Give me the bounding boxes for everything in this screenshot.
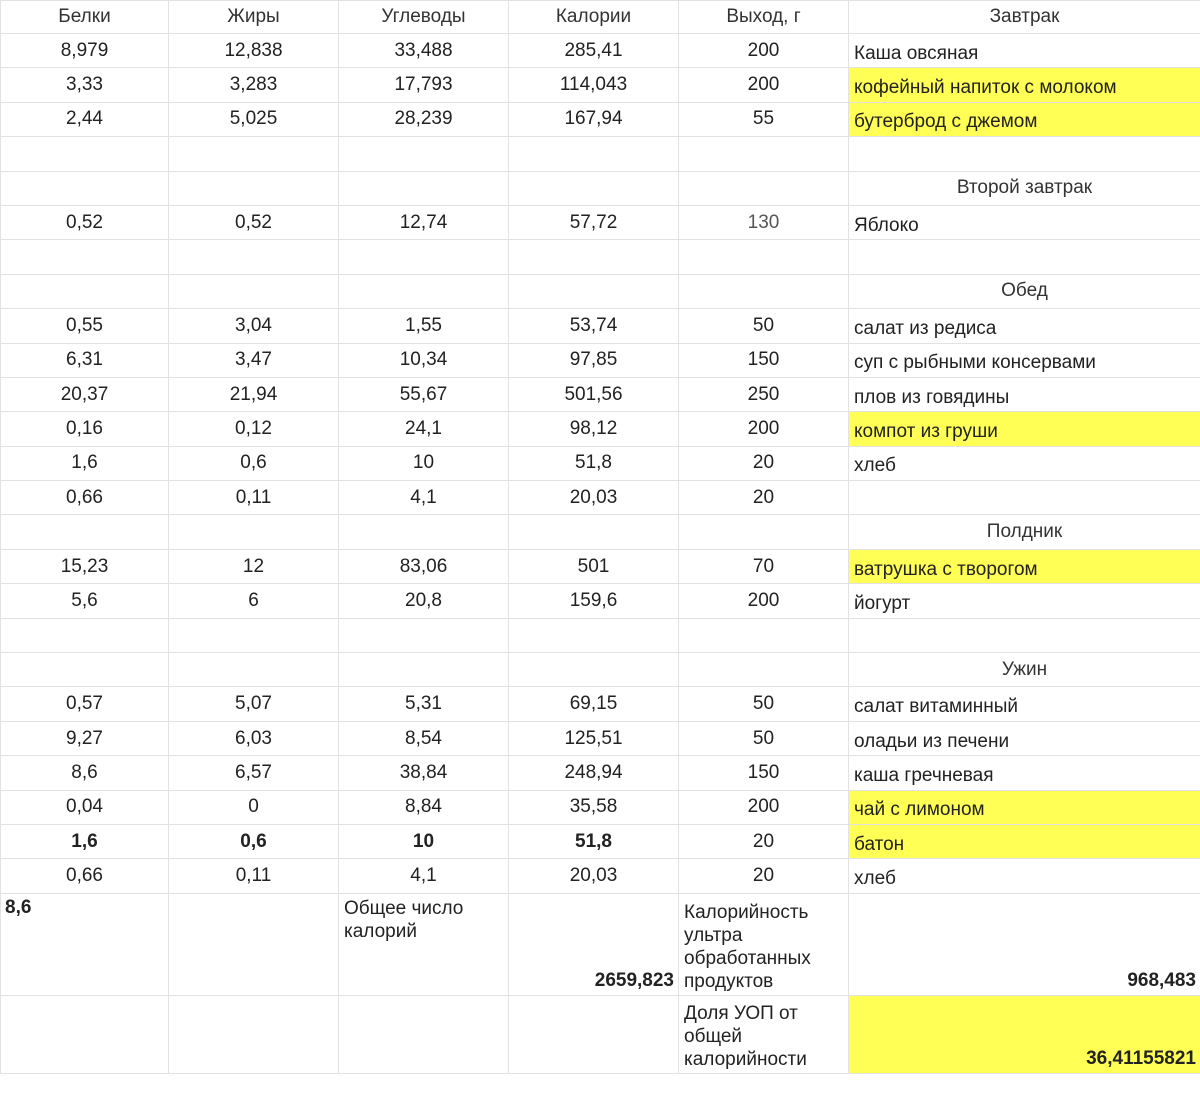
table-row [1, 687, 1200, 721]
cell-calories[interactable]: 125,51 [509, 721, 679, 755]
cell-carbs[interactable]: 55,67 [339, 377, 509, 411]
empty-cell[interactable] [339, 171, 509, 205]
cell-dish[interactable]: Каша овсяная [849, 34, 1200, 68]
empty-cell[interactable] [679, 515, 849, 549]
table-row [1, 102, 1200, 136]
empty-cell[interactable] [339, 240, 509, 274]
header-fat[interactable]: Жиры [169, 1, 339, 34]
empty-cell[interactable] [509, 274, 679, 308]
cell-dish-highlighted[interactable]: чай с лимоном [849, 790, 1200, 824]
cell-carbs[interactable]: 10 [339, 824, 509, 858]
cell-yield[interactable]: 50 [679, 309, 849, 343]
cell-protein[interactable]: 8,6 [1, 756, 169, 790]
cell-fat[interactable]: 0,52 [169, 205, 339, 239]
cell-fat[interactable]: 3,04 [169, 309, 339, 343]
header-protein[interactable]: Белки [1, 1, 169, 34]
section-title-snack[interactable]: Полдник [849, 515, 1200, 549]
cell-yield[interactable]: 200 [679, 790, 849, 824]
cell-dish-highlighted[interactable]: ватрушка с творогом [849, 549, 1200, 583]
cell-dish[interactable]: оладьи из печени [849, 721, 1200, 755]
empty-cell[interactable] [509, 653, 679, 687]
cell-yield[interactable]: 200 [679, 584, 849, 618]
empty-cell[interactable] [679, 618, 849, 652]
empty-cell[interactable] [169, 171, 339, 205]
cell-carbs[interactable]: 28,239 [339, 102, 509, 136]
empty-cell[interactable] [169, 515, 339, 549]
cell-calories[interactable]: 69,15 [509, 687, 679, 721]
table-row [1, 343, 1200, 377]
cell-fat[interactable]: 0,11 [169, 859, 339, 893]
cell-calories[interactable]: 20,03 [509, 481, 679, 515]
uop-calories-label[interactable]: Калорийность ультра обработанных продуктов [679, 893, 849, 995]
cell-fat[interactable]: 6,57 [169, 756, 339, 790]
cell-protein[interactable]: 3,33 [1, 68, 169, 102]
empty-cell[interactable] [169, 618, 339, 652]
cell-calories[interactable]: 248,94 [509, 756, 679, 790]
cell-yield[interactable]: 200 [679, 34, 849, 68]
empty-cell[interactable] [679, 274, 849, 308]
empty-cell[interactable] [339, 618, 509, 652]
cell-carbs[interactable]: 33,488 [339, 34, 509, 68]
cell-yield[interactable]: 250 [679, 377, 849, 411]
empty-cell[interactable] [509, 618, 679, 652]
empty-cell[interactable] [679, 240, 849, 274]
empty-cell[interactable] [509, 171, 679, 205]
empty-cell[interactable] [169, 893, 339, 995]
empty-row [1, 618, 1200, 652]
cell-yield[interactable]: 55 [679, 102, 849, 136]
empty-cell[interactable] [849, 618, 1200, 652]
cell-protein[interactable]: 15,23 [1, 549, 169, 583]
cell-carbs[interactable]: 24,1 [339, 412, 509, 446]
cell-calories[interactable]: 57,72 [509, 205, 679, 239]
table-row [1, 721, 1200, 755]
header-breakfast[interactable]: Завтрак [849, 1, 1200, 34]
empty-cell[interactable] [509, 995, 679, 1073]
cell-calories[interactable]: 501,56 [509, 377, 679, 411]
cell-fat[interactable]: 5,025 [169, 102, 339, 136]
cell-fat[interactable]: 0 [169, 790, 339, 824]
cell-protein[interactable]: 2,44 [1, 102, 169, 136]
cell-carbs[interactable]: 8,54 [339, 721, 509, 755]
cell-calories[interactable]: 285,41 [509, 34, 679, 68]
cell-protein[interactable]: 0,66 [1, 859, 169, 893]
table-row [1, 446, 1200, 480]
cell-dish-highlighted[interactable]: кофейный напиток с молоком [849, 68, 1200, 102]
corner-value-cell[interactable]: 8,6 [1, 893, 169, 995]
cell-dish[interactable]: хлеб [849, 859, 1200, 893]
cell-dish[interactable]: салат из редиса [849, 309, 1200, 343]
cell-dish-highlighted[interactable]: бутерброд с джемом [849, 102, 1200, 136]
empty-cell[interactable] [509, 137, 679, 171]
cell-carbs[interactable]: 20,8 [339, 584, 509, 618]
cell-carbs[interactable]: 4,1 [339, 859, 509, 893]
table-row [1, 756, 1200, 790]
table-row [1, 68, 1200, 102]
cell-protein[interactable]: 8,979 [1, 34, 169, 68]
section-row [1, 274, 1200, 308]
table-row [1, 549, 1200, 583]
empty-cell[interactable] [679, 171, 849, 205]
cell-protein[interactable]: 5,6 [1, 584, 169, 618]
empty-cell[interactable] [509, 240, 679, 274]
cell-carbs[interactable]: 5,31 [339, 687, 509, 721]
empty-cell[interactable] [849, 240, 1200, 274]
cell-carbs[interactable]: 4,1 [339, 481, 509, 515]
empty-cell[interactable] [169, 274, 339, 308]
cell-calories[interactable]: 98,12 [509, 412, 679, 446]
section-row [1, 515, 1200, 549]
empty-cell[interactable] [1, 171, 169, 205]
table-row [1, 824, 1200, 858]
cell-fat[interactable]: 6,03 [169, 721, 339, 755]
cell-fat[interactable]: 0,6 [169, 824, 339, 858]
cell-dish[interactable]: салат витаминный [849, 687, 1200, 721]
section-title-second-breakfast[interactable]: Второй завтрак [849, 171, 1200, 205]
cell-dish[interactable]: Яблоко [849, 205, 1200, 239]
cell-protein[interactable]: 1,6 [1, 824, 169, 858]
uop-share-value[interactable]: 36,41155821 [849, 995, 1200, 1073]
cell-calories[interactable]: 35,58 [509, 790, 679, 824]
cell-fat[interactable]: 12,838 [169, 34, 339, 68]
cell-fat[interactable]: 3,283 [169, 68, 339, 102]
cell-yield[interactable]: 150 [679, 756, 849, 790]
cell-fat[interactable]: 0,6 [169, 446, 339, 480]
cell-yield[interactable]: 130 [679, 205, 849, 239]
table-row [1, 412, 1200, 446]
cell-protein[interactable]: 0,04 [1, 790, 169, 824]
empty-cell[interactable] [339, 995, 509, 1073]
cell-carbs[interactable]: 8,84 [339, 790, 509, 824]
summary-row-total [1, 893, 1200, 995]
empty-cell[interactable] [509, 515, 679, 549]
header-carbs[interactable]: Углеводы [339, 1, 509, 34]
cell-carbs[interactable]: 10,34 [339, 343, 509, 377]
empty-cell[interactable] [339, 274, 509, 308]
uop-share-label[interactable]: Доля УОП от общей калорийности [679, 995, 849, 1073]
empty-cell[interactable] [679, 137, 849, 171]
cell-calories[interactable]: 97,85 [509, 343, 679, 377]
cell-protein[interactable]: 0,66 [1, 481, 169, 515]
cell-fat[interactable]: 21,94 [169, 377, 339, 411]
cell-yield[interactable]: 150 [679, 343, 849, 377]
cell-dish[interactable]: хлеб [849, 446, 1200, 480]
cell-protein[interactable]: 6,31 [1, 343, 169, 377]
empty-cell[interactable] [169, 240, 339, 274]
cell-dish[interactable]: каша гречневая [849, 756, 1200, 790]
total-calories-value[interactable]: 2659,823 [509, 893, 679, 995]
cell-yield[interactable]: 20 [679, 446, 849, 480]
cell-calories[interactable]: 159,6 [509, 584, 679, 618]
table-row [1, 481, 1200, 515]
cell-protein[interactable]: 20,37 [1, 377, 169, 411]
cell-fat[interactable]: 0,12 [169, 412, 339, 446]
cell-protein[interactable]: 0,55 [1, 309, 169, 343]
cell-yield[interactable]: 200 [679, 412, 849, 446]
empty-cell[interactable] [1, 274, 169, 308]
empty-cell[interactable] [169, 653, 339, 687]
cell-fat[interactable]: 3,47 [169, 343, 339, 377]
cell-carbs[interactable]: 17,793 [339, 68, 509, 102]
cell-calories[interactable]: 51,8 [509, 446, 679, 480]
cell-dish-highlighted[interactable]: батон [849, 824, 1200, 858]
empty-cell[interactable] [1, 515, 169, 549]
cell-fat[interactable]: 12 [169, 549, 339, 583]
section-title-lunch[interactable]: Обед [849, 274, 1200, 308]
uop-calories-value[interactable]: 968,483 [849, 893, 1200, 995]
cell-calories[interactable]: 167,94 [509, 102, 679, 136]
table-row [1, 205, 1200, 239]
table-row [1, 584, 1200, 618]
empty-cell[interactable] [679, 653, 849, 687]
header-row [1, 1, 1200, 34]
empty-cell[interactable] [339, 653, 509, 687]
cell-fat[interactable]: 0,11 [169, 481, 339, 515]
total-calories-label[interactable]: Общее число калорий [339, 893, 509, 995]
empty-cell[interactable] [1, 653, 169, 687]
cell-protein[interactable]: 0,16 [1, 412, 169, 446]
cell-dish[interactable]: йогурт [849, 584, 1200, 618]
table-row [1, 377, 1200, 411]
cell-yield[interactable]: 50 [679, 721, 849, 755]
cell-yield[interactable]: 50 [679, 687, 849, 721]
cell-dish[interactable] [849, 481, 1200, 515]
cell-fat[interactable]: 6 [169, 584, 339, 618]
summary-row-share [1, 995, 1200, 1073]
empty-cell[interactable] [1, 995, 169, 1073]
cell-yield[interactable]: 20 [679, 859, 849, 893]
empty-cell[interactable] [339, 515, 509, 549]
cell-carbs[interactable]: 83,06 [339, 549, 509, 583]
cell-calories[interactable]: 20,03 [509, 859, 679, 893]
cell-calories[interactable]: 501 [509, 549, 679, 583]
header-yield[interactable]: Выход, г [679, 1, 849, 34]
section-row [1, 653, 1200, 687]
empty-row [1, 137, 1200, 171]
cell-protein[interactable]: 0,52 [1, 205, 169, 239]
section-title-dinner[interactable]: Ужин [849, 653, 1200, 687]
cell-carbs[interactable]: 12,74 [339, 205, 509, 239]
empty-cell[interactable] [339, 137, 509, 171]
empty-row [1, 240, 1200, 274]
cell-yield[interactable]: 20 [679, 481, 849, 515]
table-row [1, 34, 1200, 68]
cell-calories[interactable]: 114,043 [509, 68, 679, 102]
cell-yield[interactable]: 20 [679, 824, 849, 858]
cell-carbs[interactable]: 38,84 [339, 756, 509, 790]
cell-protein[interactable]: 9,27 [1, 721, 169, 755]
empty-cell[interactable] [169, 137, 339, 171]
cell-carbs[interactable]: 1,55 [339, 309, 509, 343]
empty-cell[interactable] [1, 618, 169, 652]
cell-dish[interactable]: суп с рыбными консервами [849, 343, 1200, 377]
cell-calories[interactable]: 53,74 [509, 309, 679, 343]
header-calories[interactable]: Калории [509, 1, 679, 34]
cell-dish-highlighted[interactable]: компот из груши [849, 412, 1200, 446]
cell-calories[interactable]: 51,8 [509, 824, 679, 858]
section-row [1, 171, 1200, 205]
empty-cell[interactable] [1, 240, 169, 274]
table-row [1, 859, 1200, 893]
empty-cell[interactable] [1, 137, 169, 171]
cell-protein[interactable]: 1,6 [1, 446, 169, 480]
table-row [1, 309, 1200, 343]
cell-carbs[interactable]: 10 [339, 446, 509, 480]
cell-yield[interactable]: 200 [679, 68, 849, 102]
cell-protein[interactable]: 0,57 [1, 687, 169, 721]
cell-dish[interactable]: плов из говядины [849, 377, 1200, 411]
empty-cell[interactable] [849, 137, 1200, 171]
table-row [1, 790, 1200, 824]
empty-cell[interactable] [169, 995, 339, 1073]
cell-yield[interactable]: 70 [679, 549, 849, 583]
cell-fat[interactable]: 5,07 [169, 687, 339, 721]
